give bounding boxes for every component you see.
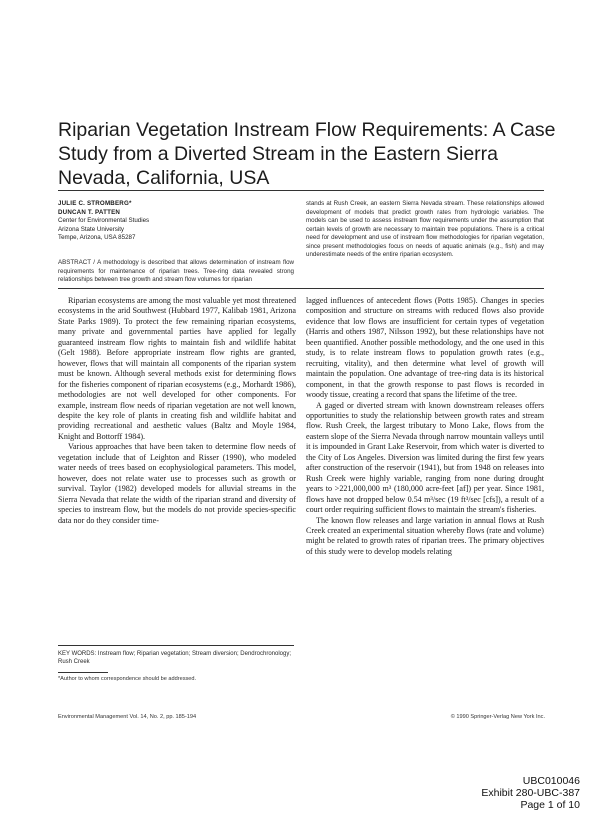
keywords-rule	[58, 645, 294, 646]
footnote-rule	[58, 672, 108, 673]
body-paragraph: lagged influences of antecedent flows (Potts 1985). Changes in species composition and structure on streams with reduced flows also provide evidence that low flows are insufficient for certain types of vegetation (Harris and others 1987, Nilsson 1992), but these relationships have not been quantified. Another possible methodology, and the one used in this study, is to relate instream flows to population growth rates (e.g., recruiting, vitality), and then determine what level of growth will maintain the population. One advantage of tree-ring data is its historical component, in that the growth response to past flows is recorded in woody tissue, creating a record that spans the lifetime of the tree.	[306, 296, 544, 400]
abstract-part-1	[58, 259, 294, 285]
body-paragraph: A gaged or diverted stream with known downstream releases offers opportunities to study the relationship between growth rates and stream flow. Rush Creek, the largest tributary to Mono Lake, flows from the eastern slope of the Sierra Nevada through narrow mountain valleys until it is impounded in Grant Lake Reservoir, from which water is diverted to the City of Los Angeles. Diversion was limited during the first few years after construction of the reservoir (1941), but from 1948 on releases into Rush Creek were highly variable, ranging from none during drought years to >221,000,000 m³ (180,000 acre-feet [af]) per year. Since 1981, flows have not dropped below 0.54 m³/sec (19 ft³/sec [cfs]), a result of a court order requiring sufficient flows to maintain the stream's fisheries.	[306, 400, 544, 515]
keywords-text: Instream flow; Riparian vegetation; Stream diversion; Dendrochronology; Rush Creek	[58, 651, 292, 665]
affiliation-line: Arizona State University	[58, 225, 125, 233]
body-paragraph: Various approaches that have been taken to determine flow needs of vegetation include that of Leighton and Risser (1990), who modeled water needs of trees based on ecophysiological parameters. This model, however, does not relate water use to processes such as growth or survival. Taylor (1982) developed models for alluvial streams in the Sierra Nevada that relate the width of the riparian strand and diversity of species to instream flow, but the models do not provide species-specific data nor do they consider time-	[58, 442, 296, 525]
exhibit-stamp	[481, 775, 580, 811]
abstract-text: A methodology is described that allows determination of instream flow requirements for maintenance of riparian trees. Tree-ring data revealed strong relationships between tree growth and stream flow volumes for riparian	[58, 259, 294, 283]
author-name: DUNCAN T. PATTEN	[58, 208, 121, 216]
title-rule	[58, 190, 544, 191]
author-block	[58, 200, 288, 243]
stamp-line: Exhibit 280-UBC-387	[481, 787, 580, 799]
stamp-line: UBC010046	[522, 775, 580, 787]
abstract-rule	[58, 288, 544, 289]
body-column-left	[58, 296, 296, 526]
body-paragraph: Riparian ecosystems are among the most valuable yet most threatened ecosystems in the arid Southwest (Hubbard 1977, Kalibab 1981, Arizona State Parks 1989). To protect the few remaining riparian ecosystems, many private and governmental parties have applied for legally guaranteed instream flow rights to maintain fish and wildlife habitat (Gelt 1988). Before appropriate instream flow rights are granted, however, flows that will maintain all components of the riparian system must be known. Although several methods exist for determining flows for the fisheries component of riparian ecosystems (e.g., Morhardt 1986), methodologies are not well developed for other components. For example, instream flow needs of riparian vegetation are not well known, despite the key role of plants in creating fish and wildlife habitat and providing recreational and aesthetic values (Baltz and Moyle 1984, Knight and Bottorff 1984).	[58, 296, 296, 441]
body-paragraph: The known flow releases and large variation in annual flows at Rush Creek created an experimental situation whereby flows (rate and volume) might be related to growth rates of riparian trees. The primary objectives of this study were to develop models relating	[306, 515, 544, 556]
paper-title: Riparian Vegetation Instream Flow Requirements: A Case Study from a Diverted Stream in the Eastern Sierra Nevada, California, USA	[58, 119, 556, 189]
author-name: JULIE C. STROMBERG*	[58, 200, 132, 207]
footnote: *Author to whom correspondence should be addressed.	[58, 676, 197, 682]
keywords-label: KEY WORDS:	[58, 651, 97, 657]
abstract-label: ABSTRACT /	[58, 259, 96, 266]
abstract-part-2: stands at Rush Creek, an eastern Sierra Nevada stream. These relationships allowed development of models that predict growth rates from hydrologic variables. The models can be used to assess instream flow requirements under the assumption that certain levels of growth are necessary to maintain tree populations. There is a critical need for development and use of instream flow methodologies for riparian vegetation, since present methodologies focus on needs of aquatic animals (e.g., fish) and may underestimate needs of the entire riparian ecosystem.	[306, 200, 544, 258]
body-column-right	[306, 296, 544, 557]
copyright: © 1990 Springer-Verlag New York Inc.	[450, 714, 545, 720]
affiliation-line: Tempe, Arizona, USA 85287	[58, 234, 136, 242]
stamp-line: Page 1 of 10	[520, 799, 580, 811]
affiliation-line: Center for Environmental Studies	[58, 217, 150, 225]
journal-citation: Environmental Management Vol. 14, No. 2, pp. 185-194	[58, 714, 197, 720]
keywords	[58, 650, 294, 666]
